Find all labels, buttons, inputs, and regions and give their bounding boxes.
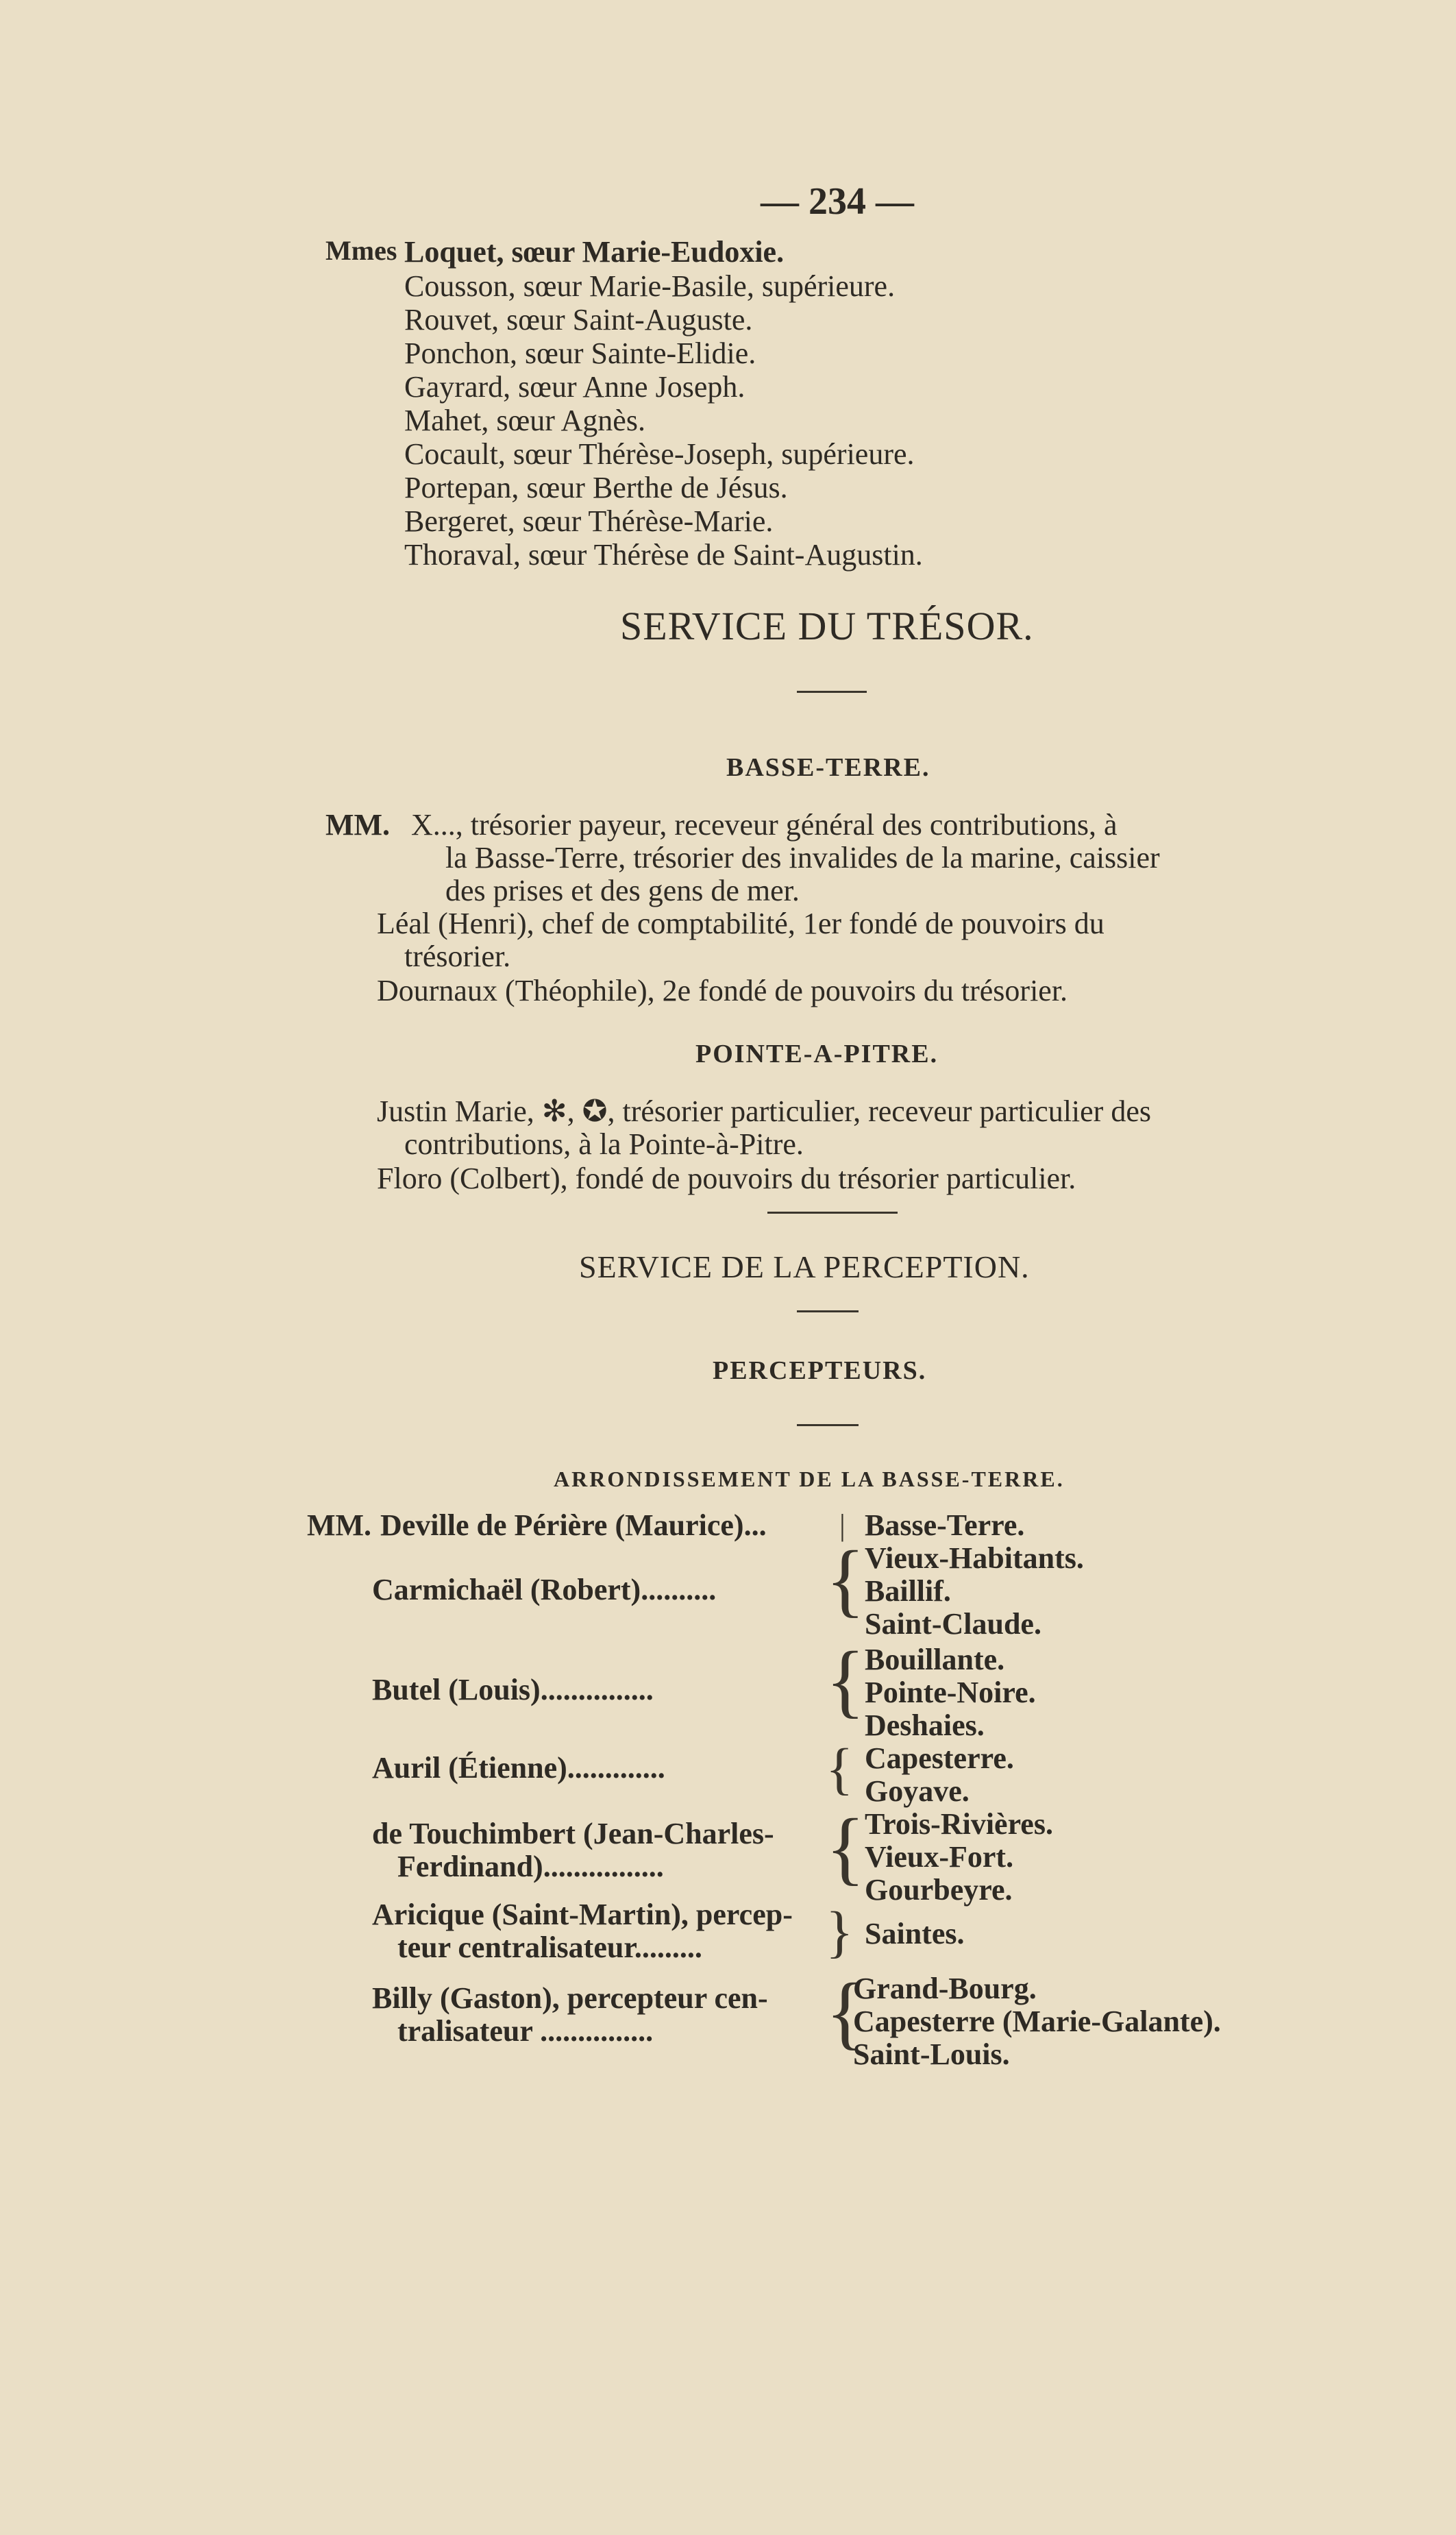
- divider: [797, 1424, 859, 1426]
- section-title-tresor: SERVICE DU TRÉSOR.: [620, 604, 1034, 648]
- table-row-place: Saint-Claude.: [865, 1607, 1041, 1641]
- table-row-name: Billy (Gaston), percepteur cen-: [372, 1981, 768, 2015]
- table-row-place: Baillif.: [865, 1574, 951, 1608]
- list-item: Cousson, sœur Marie-Basile, supérieure.: [404, 269, 896, 303]
- text-line: Léal (Henri), chef de comptabilité, 1er fondé de pouvoirs du: [377, 907, 1105, 940]
- text-line: X..., trésorier payeur, receveur général des contributions, à: [411, 808, 1118, 842]
- subsection-basse-terre: BASSE-TERRE.: [726, 753, 930, 782]
- table-row-name: Ferdinand)................: [397, 1850, 664, 1883]
- table-row-place: Saint-Louis.: [853, 2037, 1010, 2071]
- subsection-percepteurs: PERCEPTEURS.: [713, 1356, 927, 1385]
- text-line: des prises et des gens de mer.: [445, 874, 800, 907]
- text-line: Justin Marie, ✻, ✪, trésorier particulier, receveur particulier des: [377, 1094, 1151, 1128]
- table-row-name: Aricique (Saint-Martin), percep-: [372, 1898, 793, 1931]
- brace: {: [826, 1534, 865, 1625]
- table-row-place: Saintes.: [865, 1917, 965, 1950]
- page-number: — 234 —: [761, 180, 914, 223]
- brace: }: [826, 1900, 854, 1964]
- brace: {: [826, 1737, 854, 1801]
- table-row-place: Basse-Terre.: [865, 1508, 1025, 1542]
- brace: |: [839, 1508, 846, 1542]
- table-row-name: Deville de Périère (Maurice)...: [380, 1508, 767, 1542]
- table-row-name: Carmichaël (Robert)..........: [372, 1573, 717, 1606]
- list-item: Thoraval, sœur Thérèse de Saint-Augustin.: [404, 538, 923, 572]
- text-line: Dournaux (Théophile), 2e fondé de pouvoirs du trésorier.: [377, 974, 1068, 1007]
- sisters-prefix: Mmes: [325, 235, 397, 266]
- table-row-name: Auril (Étienne).............: [372, 1751, 665, 1785]
- table-row-name: tralisateur ...............: [397, 2014, 654, 2048]
- arrondissement-heading: ARRONDISSEMENT DE LA BASSE-TERRE.: [554, 1467, 1065, 1491]
- table-row-name: Butel (Louis)...............: [372, 1673, 654, 1706]
- table-row-place: Grand-Bourg.: [853, 1972, 1037, 2005]
- table-row-name: teur centralisateur.........: [397, 1931, 702, 1964]
- mm-prefix: MM.: [307, 1508, 372, 1542]
- divider: [797, 1310, 859, 1312]
- table-row-place: Capesterre (Marie-Galante).: [853, 2005, 1221, 2038]
- brace: {: [826, 1966, 865, 2057]
- list-item: Portepan, sœur Berthe de Jésus.: [404, 471, 788, 504]
- table-row-place: Bouillante.: [865, 1643, 1005, 1676]
- table-row-place: Deshaies.: [865, 1709, 985, 1742]
- subsection-pointe-a-pitre: POINTE-A-PITRE.: [695, 1040, 939, 1068]
- table-row-place: Trois-Rivières.: [865, 1807, 1053, 1841]
- divider: [767, 1212, 898, 1214]
- list-item: Mahet, sœur Agnès.: [404, 404, 645, 437]
- list-item: Cocault, sœur Thérèse-Joseph, supérieure.: [404, 437, 915, 471]
- list-item: Gayrard, sœur Anne Joseph.: [404, 370, 745, 404]
- table-row-place: Goyave.: [865, 1774, 970, 1808]
- list-item: Loquet, sœur Marie-Eudoxie.: [404, 235, 785, 269]
- brace: {: [826, 1802, 865, 1893]
- text-line: contributions, à la Pointe-à-Pitre.: [404, 1127, 804, 1161]
- table-row-place: Vieux-Fort.: [865, 1840, 1014, 1874]
- table-row-place: Gourbeyre.: [865, 1873, 1013, 1907]
- table-row-place: Capesterre.: [865, 1741, 1014, 1775]
- list-item: Ponchon, sœur Sainte-Elidie.: [404, 336, 756, 370]
- divider: [797, 691, 867, 693]
- section-title-perception: SERVICE DE LA PERCEPTION.: [579, 1249, 1030, 1284]
- list-item: Bergeret, sœur Thérèse-Marie.: [404, 504, 774, 538]
- mm-prefix: MM.: [325, 808, 391, 842]
- table-row-place: Pointe-Noire.: [865, 1676, 1036, 1709]
- table-row-place: Vieux-Habitants.: [865, 1541, 1084, 1575]
- brace: {: [826, 1634, 865, 1726]
- list-item: Rouvet, sœur Saint-Auguste.: [404, 303, 753, 336]
- text-line: la Basse-Terre, trésorier des invalides de la marine, caissier: [445, 841, 1160, 874]
- table-row-name: de Touchimbert (Jean-Charles-: [372, 1817, 774, 1850]
- text-line: trésorier.: [404, 940, 511, 973]
- text-line: Floro (Colbert), fondé de pouvoirs du trésorier particulier.: [377, 1162, 1076, 1195]
